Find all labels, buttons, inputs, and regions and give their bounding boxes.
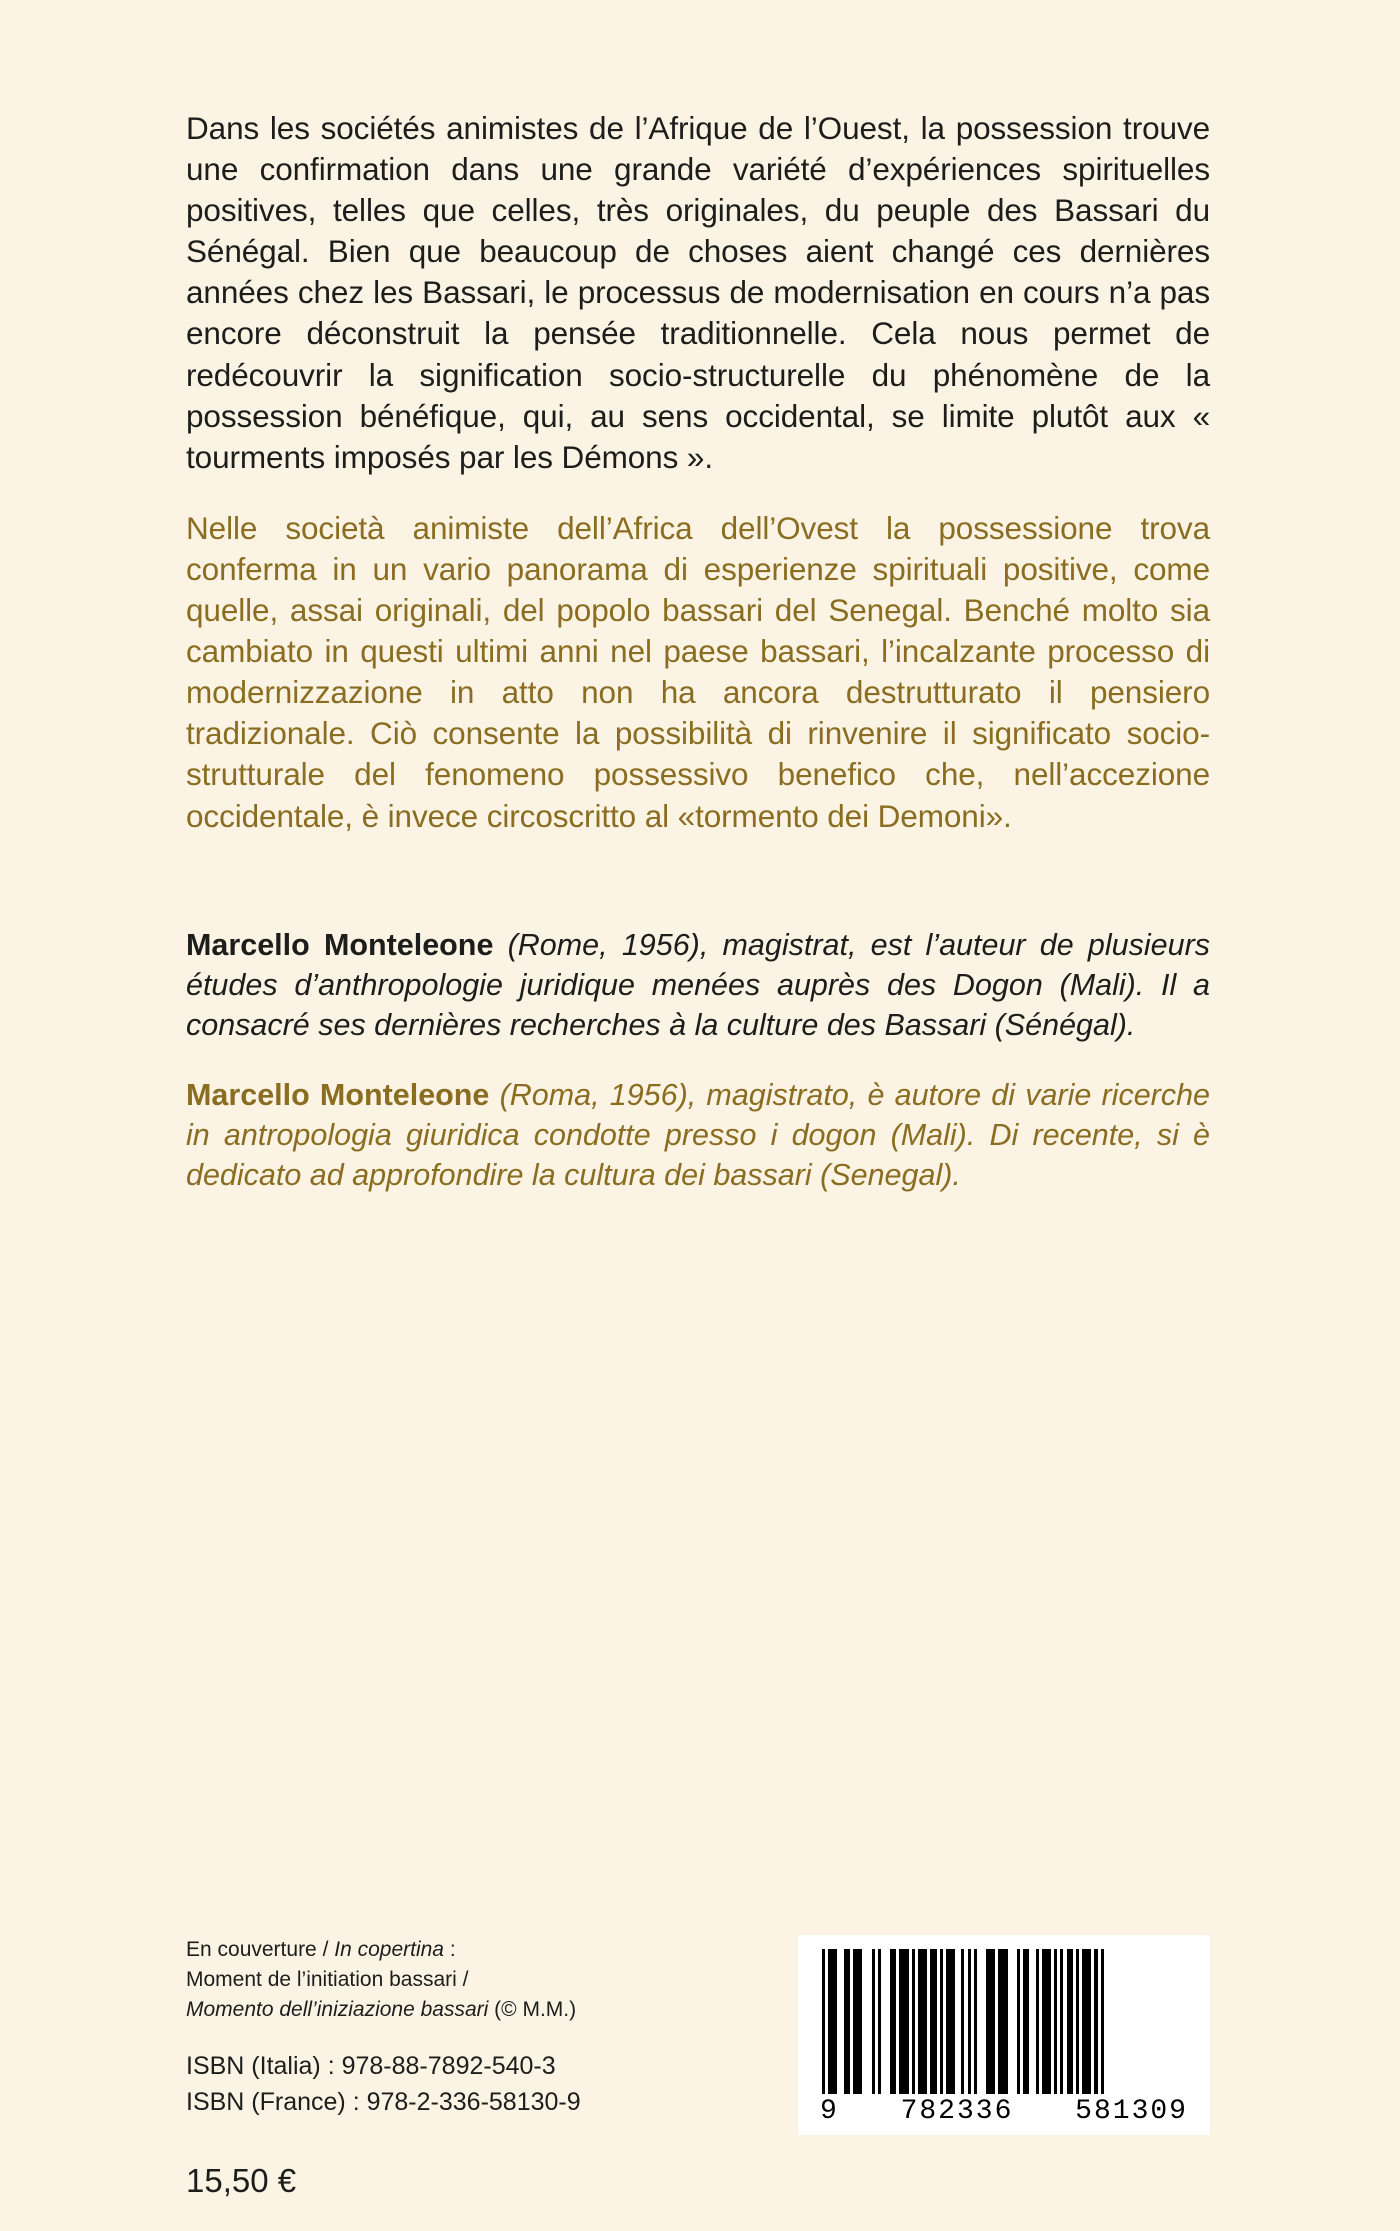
price-label: 15,50 € [186,2162,297,2200]
barcode-bars [816,1949,1192,2094]
barcode-digit-lead: 9 [820,2096,839,2127]
credit-line3-it: Momento dell’iniziazione bassari [186,1997,489,2021]
barcode-digits-right: 581309 [1075,2096,1188,2127]
credit-line1-it: In copertina [334,1938,444,1961]
barcode-digits-left: 782336 [900,2096,1014,2127]
author-bio-french [186,925,1210,1045]
author-name-italian: Marcello Monteleone [186,1077,490,1112]
barcode-digits [816,2094,1192,2127]
isbn-italia: ISBN (Italia) : 978-88-7892-540-3 [186,2052,556,2081]
credit-line1-fr: En couverture / [186,1938,335,1961]
author-name-french: Marcello Monteleone [186,927,494,962]
credit-line2: Moment de l’initiation bassari / [186,1967,469,1991]
blurb-italian: Nelle società animiste dell’Africa dell’Ovest la possessione trova conferma in un vario panorama di esperienze spirituali positive, come quelle, assai originali, del popolo bassari del Senegal. Benché molto sia cambiato in questi ultimi anni nel paese bassari, l’incalzante processo di modernizzazione in atto non ha ancora destrutturato il pensiero tradizionale. Ciò consente la possibilità di rinvenire il significato socio-strutturale del fenomeno possessivo benefico che, nell’accezione occidentale, è invece circoscritto al «tormento dei Demoni». [186,509,1210,834]
author-bio-italian [186,1075,1210,1195]
author-bio-french-text: (Rome, 1956), magistrat, est l’auteur de plusieurs études d’anthropologie juridique menées auprès des Dogon (Mali). Il a consacré ses dernières recherches à la culture des Bassari (Sénégal). [186,927,1210,1042]
author-bio-italian-text: (Roma, 1956), magistrato, è autore di varie ricerche in antropologia giuridica condotte presso i dogon (Mali). Di recente, si è dedicato ad approfondire la cultura dei bassari (Senegal). [186,1077,1210,1193]
credit-line1-end: : [444,1938,456,1961]
credit-line3-end: (© M.M.) [488,1997,577,2021]
author-bio-block [186,925,1210,1196]
blurb-french: Dans les sociétés animistes de l’Afrique de l’Ouest, la possession trouve une confirmation dans une grande variété d’expériences spirituelles positives, telles que celles, très originales, du peuple des Bassari du Sénégal. Bien que beaucoup de choses aient changé ces dernières années chez les Bassari, le processus de modernisation en cours n’a pas encore déconstruit la pensée traditionnelle. Cela nous permet de redécouvrir la signification socio-structurelle du phénomène de la possession bénéfique, qui, au sens occidental, se limite plutôt aux « tourments imposés par les Démons ». [186,110,1210,475]
isbn-france: ISBN (France) : 978-2-336-58130-9 [186,2088,581,2117]
barcode [798,1935,1210,2135]
footer-row [186,1935,1210,2200]
